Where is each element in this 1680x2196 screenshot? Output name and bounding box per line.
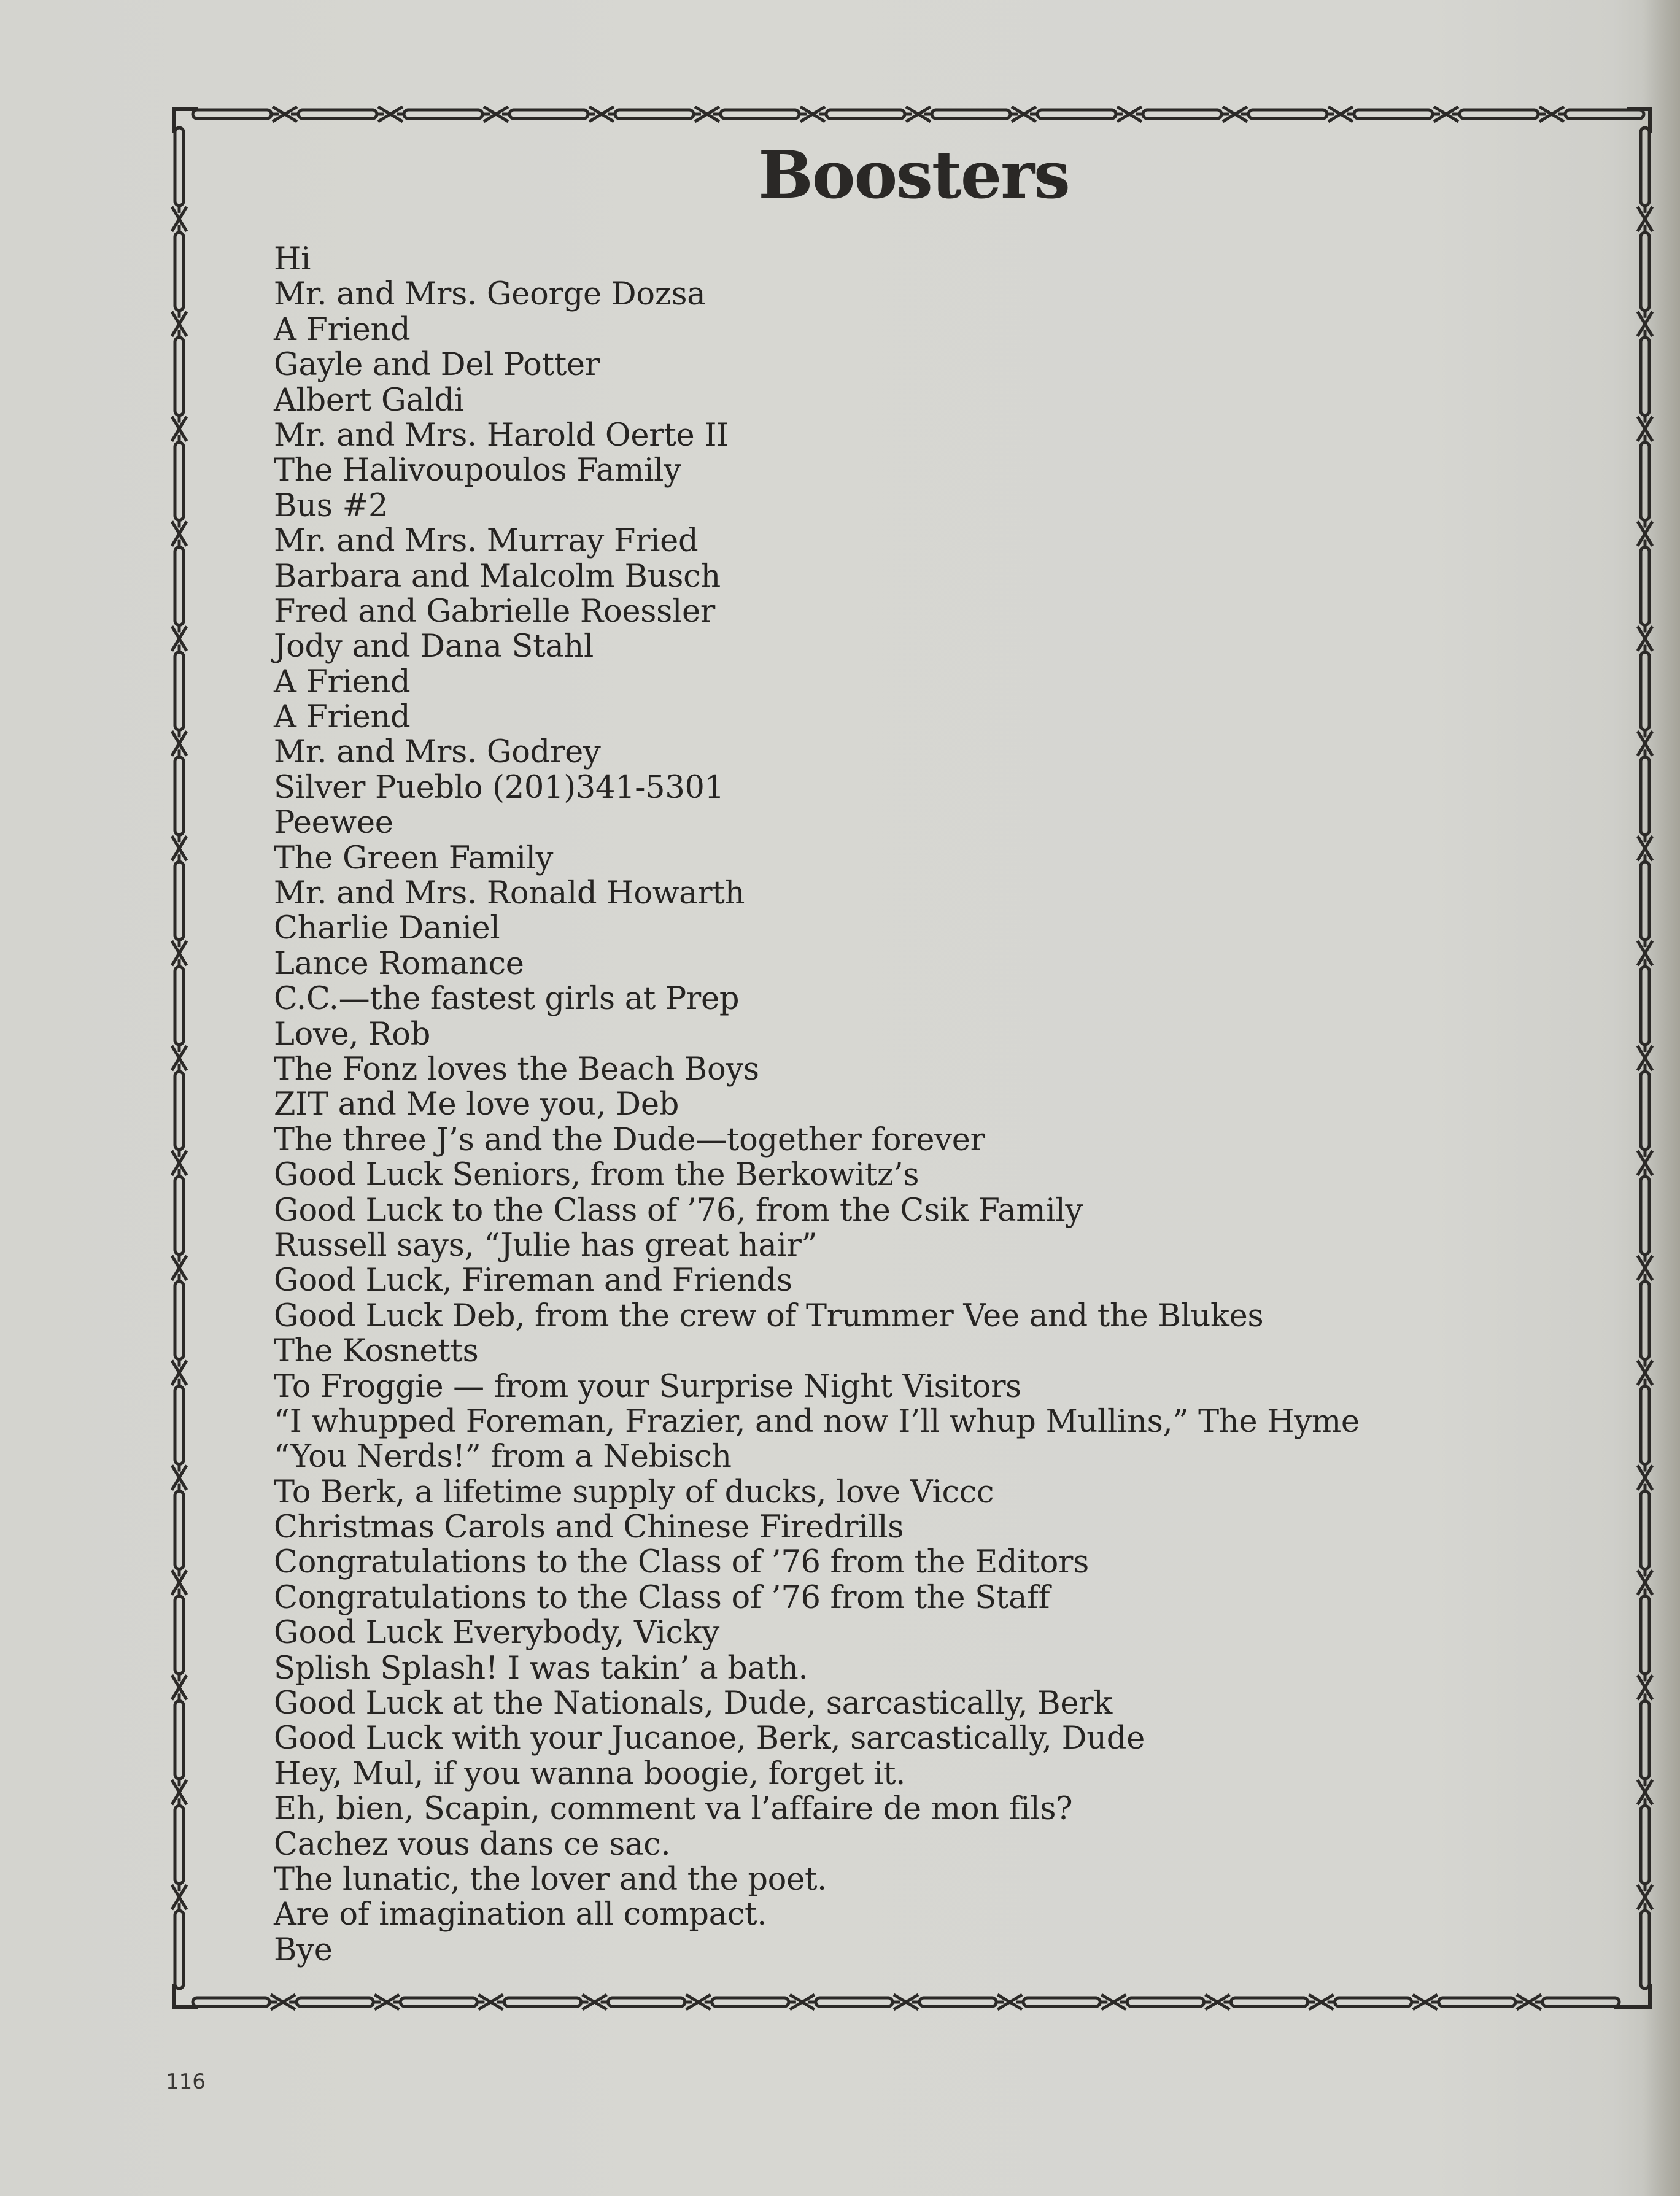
booster-entry: Congratulations to the Class of ’76 from the Staff	[274, 1579, 1050, 1616]
booster-entry: Cachez vous dans ce sac.	[274, 1826, 671, 1863]
booster-entry: Splish Splash! I was takin’ a bath.	[274, 1650, 808, 1687]
booster-entry: To Berk, a lifetime supply of ducks, love Viccc	[274, 1474, 994, 1510]
booster-entry: Good Luck Everybody, Vicky	[274, 1615, 719, 1652]
booster-entry: Mr. and Mrs. George Dozsa	[274, 276, 706, 313]
booster-entry: Eh, bien, Scapin, comment va l’affaire de mon fils?	[274, 1791, 1073, 1828]
booster-entry: The Kosnetts	[274, 1333, 479, 1370]
booster-entry: A Friend	[274, 663, 411, 700]
booster-entry: The Halivoupoulos Family	[274, 452, 681, 489]
booster-entry: The Green Family	[274, 840, 554, 876]
booster-entry: Good Luck, Fireman and Friends	[274, 1262, 792, 1299]
booster-entry: Good Luck Seniors, from the Berkowitz’s	[274, 1157, 919, 1194]
booster-entry: Christmas Carols and Chinese Firedrills	[274, 1509, 904, 1546]
booster-entry: To Froggie — from your Surprise Night Visitors	[274, 1368, 1022, 1405]
booster-entry: Hey, Mul, if you wanna boogie, forget it.	[274, 1755, 906, 1792]
booster-entry: Love, Rob	[274, 1016, 431, 1053]
boosters-list	[274, 242, 1360, 1968]
booster-entry: Congratulations to the Class of ’76 from the Editors	[274, 1544, 1089, 1581]
booster-entry: Silver Pueblo (201)341-5301	[274, 769, 724, 806]
booster-entry: A Friend	[274, 311, 411, 348]
booster-entry: C.C.—the fastest girls at Prep	[274, 981, 740, 1018]
booster-entry: Bus #2	[274, 487, 389, 524]
booster-entry: Gayle and Del Potter	[274, 347, 600, 384]
booster-entry: ZIT and Me love you, Deb	[274, 1086, 679, 1123]
booster-entry: Good Luck at the Nationals, Dude, sarcastically, Berk	[274, 1685, 1112, 1722]
booster-entry: Bye	[274, 1931, 333, 1968]
booster-entry: A Friend	[274, 699, 411, 736]
booster-entry: The Fonz loves the Beach Boys	[274, 1051, 759, 1088]
booster-entry: Good Luck with your Jucanoe, Berk, sarcastically, Dude	[274, 1720, 1145, 1757]
booster-entry: “I whupped Foreman, Frazier, and now I’ll whup Mullins,” The Hyme	[274, 1403, 1360, 1440]
booster-entry: Charlie Daniel	[274, 910, 500, 947]
booster-entry: Mr. and Mrs. Ronald Howarth	[274, 875, 745, 912]
booster-entry: Mr. and Mrs. Harold Oerte II	[274, 417, 729, 454]
page-title: Boosters	[758, 136, 1069, 213]
booster-entry: Albert Galdi	[274, 382, 464, 419]
booster-entry: Jody and Dana Stahl	[274, 628, 594, 665]
booster-entry: Peewee	[274, 805, 393, 841]
booster-entry: Mr. and Mrs. Murray Fried	[274, 523, 699, 560]
booster-entry: Hi	[274, 241, 311, 277]
booster-entry: Are of imagination all compact.	[274, 1896, 767, 1933]
booster-entry: The lunatic, the lover and the poet.	[274, 1861, 827, 1898]
booster-entry: The three J’s and the Dude—together forever	[274, 1121, 985, 1158]
booster-entry: Good Luck to the Class of ’76, from the Csik Family	[274, 1192, 1083, 1229]
booster-entry: Lance Romance	[274, 945, 524, 982]
booster-entry: Good Luck Deb, from the crew of Trummer Vee and the Blukes	[274, 1297, 1264, 1334]
page-number: 116	[166, 2070, 206, 2094]
booster-entry: Russell says, “Julie has great hair”	[274, 1227, 818, 1264]
booster-entry: Barbara and Malcolm Busch	[274, 558, 721, 595]
booster-entry: Mr. and Mrs. Godrey	[274, 734, 601, 771]
booster-entry: Fred and Gabrielle Roessler	[274, 593, 715, 630]
booster-entry: “You Nerds!” from a Nebisch	[274, 1439, 732, 1475]
